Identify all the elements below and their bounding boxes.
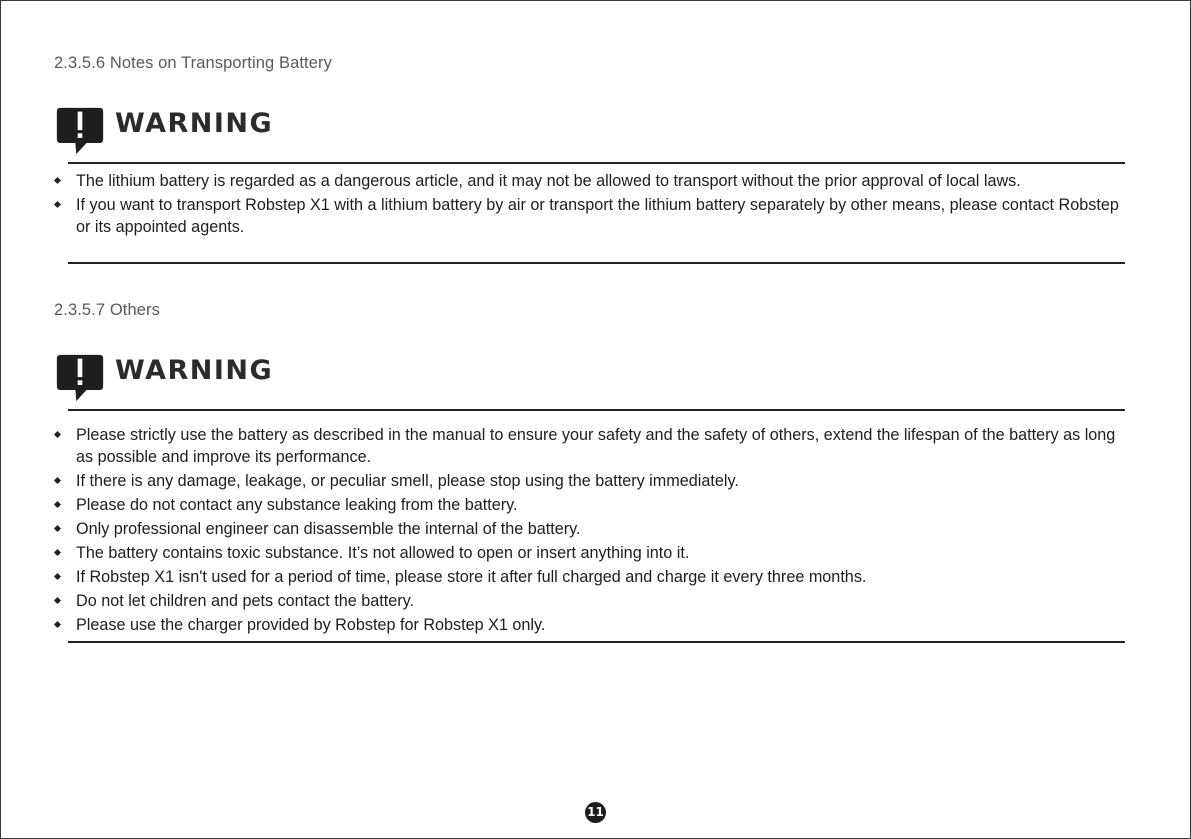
bullet-text: Only professional engineer can disassemble the internal of the battery. [76,520,581,538]
diamond-bullet-icon [54,201,61,208]
top-divider [68,162,1125,164]
warning-title: WARNING [115,355,274,386]
top-divider [68,409,1125,411]
list-item [53,494,1125,516]
warning-title: WARNING [115,108,274,139]
warning-header [53,353,1125,411]
diamond-bullet-icon [54,177,61,184]
bullet-text: The lithium battery is regarded as a dangerous article, and it may not be allowed to transport without the prior approval of local laws. [76,172,1021,190]
list-item [53,590,1125,612]
list-item [53,170,1125,192]
diamond-bullet-icon [54,477,61,484]
bullet-text: Please do not contact any substance leaking from the battery. [76,496,518,514]
bullet-text: Please use the charger provided by Robstep for Robstep X1 only. [76,616,546,634]
diamond-bullet-icon [54,597,61,604]
section-heading-transport: 2.3.5.6 Notes on Transporting Battery [54,54,332,72]
diamond-bullet-icon [54,621,61,628]
bullet-text: Do not let children and pets contact the battery. [76,592,415,610]
warning-block-transport [53,106,1125,236]
list-item [53,470,1125,492]
diamond-bullet-icon [54,501,61,508]
section-heading-others: 2.3.5.7 Others [54,301,160,319]
list-item [53,566,1125,588]
list-item [53,614,1125,636]
bullet-text: If you want to transport Robstep X1 with a lithium battery by air or transport the lithium battery separately by other means, please contact Robstep or its appointed agents. [76,196,1119,236]
list-item [53,542,1125,564]
warning-header [53,106,1125,164]
diamond-bullet-icon [54,549,61,556]
bullet-text: The battery contains toxic substance. It’s not allowed to open or insert anything into it. [76,544,690,562]
bullet-text: Please strictly use the battery as described in the manual to ensure your safety and the safety of others, extend the lifespan of the battery as long as possible and improve its performance. [76,426,1116,466]
diamond-bullet-icon [54,525,61,532]
warning-block-others [53,353,1125,634]
diamond-bullet-icon [54,573,61,580]
list-item [53,424,1125,468]
bullet-list-transport [53,170,1125,240]
bottom-divider [68,641,1125,643]
diamond-bullet-icon [54,431,61,438]
bottom-divider [68,262,1125,264]
page-number-badge: 11 [585,802,606,823]
list-item [53,194,1125,238]
warning-icon [53,353,107,403]
warning-icon [53,106,107,156]
bullet-text: If Robstep X1 isn't used for a period of time, please store it after full charged and charge it every three months. [76,568,867,586]
bullet-text: If there is any damage, leakage, or peculiar smell, please stop using the battery immediately. [76,472,739,490]
bullet-list-others [53,424,1125,638]
list-item [53,518,1125,540]
